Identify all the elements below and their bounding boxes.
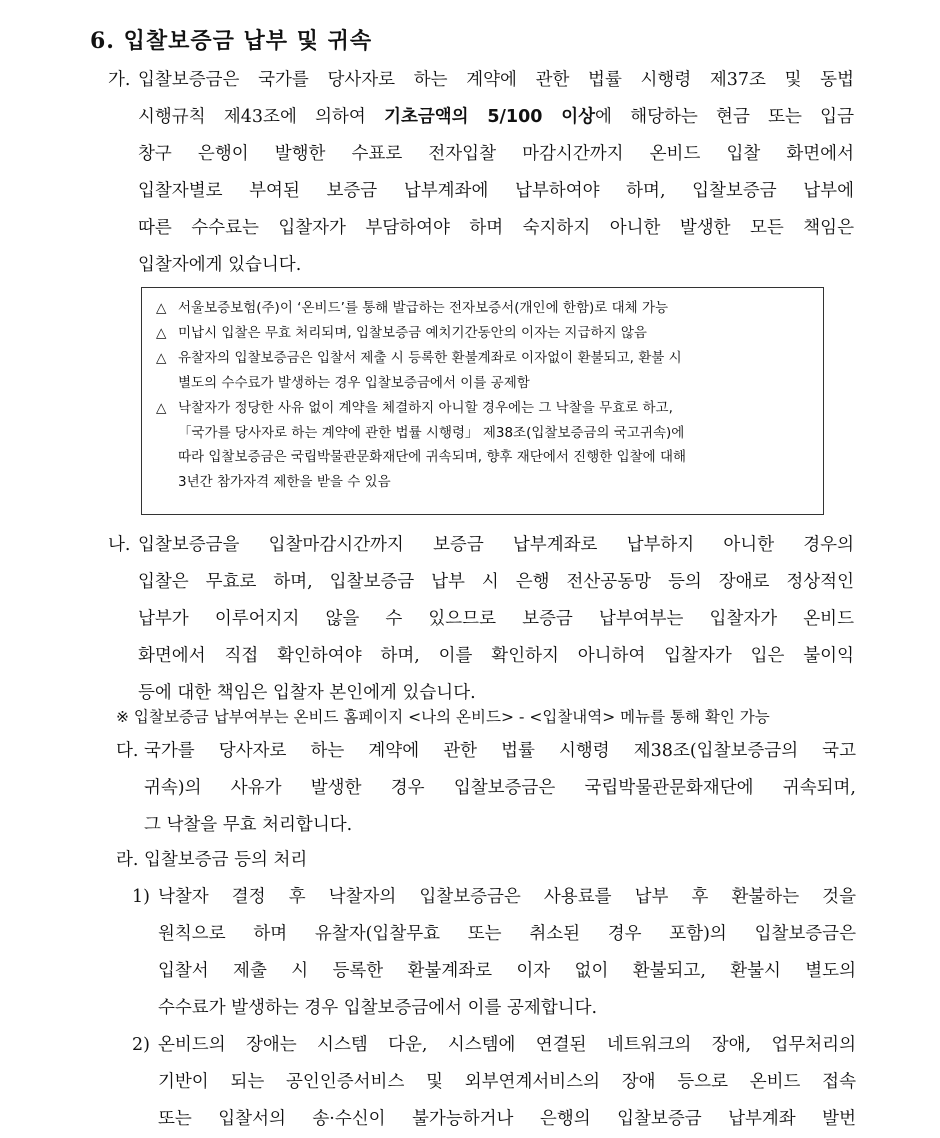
text-line: 원칙으로 하며 유찰자(입찰무효 또는 취소된 경우 포함)의 입찰보증금은 — [158, 924, 856, 944]
text-line: 등에 대한 책임은 입찰자 본인에게 있습니다. — [138, 683, 476, 703]
triangle-bullet-icon: △ — [156, 325, 167, 341]
paragraph-marker: 가. — [108, 70, 131, 90]
section-heading: 6. 입찰보증금 납부 및 귀속 — [90, 28, 373, 54]
paragraph-marker: 나. — [108, 535, 131, 555]
remark-note: ※ 입찰보증금 납부여부는 온비드 홈페이지 <나의 온비드> - <입찰내역> 메뉴를 통해 확인 가능 — [116, 708, 770, 726]
text-line: 수수료가 발생하는 경우 입찰보증금에서 이를 공제합니다. — [158, 998, 598, 1018]
triangle-bullet-icon: △ — [156, 400, 167, 416]
notice-box — [141, 287, 824, 515]
paragraph-ra — [116, 842, 856, 879]
triangle-bullet-icon: △ — [156, 300, 167, 316]
note-item: △ 미납시 입찰은 무효 처리되며, 입찰보증금 예치기간동안의 이자는 지급하지 않음 — [156, 321, 647, 346]
text-line: 입찰은 무효로 하며, 입찰보증금 납부 시 은행 전산공동망 등의 장애로 정상적인 — [138, 572, 854, 592]
note-item: △ 유찰자의 입찰보증금은 입찰서 제출 시 등록한 환불계좌로 이자없이 환불되고, 환불 시 별도의 수수료가 발생하는 경우 입찰보증금에서 이를 공제함 — [156, 346, 682, 395]
list-marker: 1) — [132, 887, 150, 907]
paragraph-da — [116, 733, 856, 844]
note-item: △ 낙찰자가 정당한 사유 없이 계약을 체결하지 아니할 경우에는 그 낙찰을 무효로 하고, 「국가를 당사자로 하는 계약에 관한 법률 시행령」 제38조(입찰보증금의 국고귀속)에 따라 입찰보증금은 국립박물관문화재단에 귀속되며, 향후 재단에서 진행한 입찰에 대해 3년간 참가자격 제한을 받을 수 있음 — [156, 396, 686, 494]
text-line: 국가를 당사자로 하는 계약에 관한 법률 시행령 제38조(입찰보증금의 국고 — [144, 741, 856, 761]
text-line: 그 낙찰을 무효 처리합니다. — [144, 815, 353, 835]
text-line: 귀속)의 사유가 발생한 경우 입찰보증금은 국립박물관문화재단에 귀속되며, — [144, 778, 856, 798]
text-line: 온비드의 장애는 시스템 다운, 시스템에 연결된 네트워크의 장애, 업무처리의 — [158, 1035, 856, 1055]
text-line: 입찰서 제출 시 등록한 환불계좌로 이자 없이 환불되고, 환불시 별도의 — [158, 961, 856, 981]
paragraph-marker: 라. — [116, 850, 139, 870]
text-line: 입찰보증금 등의 처리 — [144, 850, 308, 870]
text-line: 입찰자에게 있습니다. — [138, 255, 302, 275]
text-line: 기반이 되는 공인인증서비스 및 외부연계서비스의 장애 등으로 온비드 접속 — [158, 1072, 856, 1092]
text-line: 입찰자별로 부여된 보증금 납부계좌에 납부하여야 하며, 입찰보증금 납부에 — [138, 181, 854, 201]
paragraph-marker: 다. — [116, 741, 139, 761]
list-marker: 2) — [132, 1035, 150, 1055]
text-line: 화면에서 직접 확인하여야 하며, 이를 확인하지 아니하여 입찰자가 입은 불이익 — [138, 646, 854, 666]
text-line: 시행규칙 제43조에 의하여 기초금액의 5/100 이상에 해당하는 현금 또는 입금 — [138, 107, 854, 127]
paragraph-ga — [108, 62, 854, 284]
text-line: 따른 수수료는 입찰자가 부담하여야 하며 숙지하지 아니한 발생한 모든 책임은 — [138, 218, 854, 238]
text-line: 또는 입찰서의 송·수신이 불가능하거나 은행의 입찰보증금 납부계좌 발번 — [158, 1109, 856, 1129]
text-line: 입찰보증금을 입찰마감시간까지 보증금 납부계좌로 납부하지 아니한 경우의 — [138, 535, 854, 555]
emphasis-text: 기초금액의 5/100 이상 — [384, 107, 596, 127]
text-line: 창구 은행이 발행한 수표로 전자입찰 마감시간까지 온비드 입찰 화면에서 — [138, 144, 854, 164]
list-item-2 — [132, 1027, 856, 1138]
note-item: △ 서울보증보험(주)이 ‘온비드’를 통해 발급하는 전자보증서(개인에 한함)로 대체 가능 — [156, 296, 668, 321]
triangle-bullet-icon: △ — [156, 350, 167, 366]
text-line: 납부가 이루어지지 않을 수 있으므로 보증금 납부여부는 입찰자가 온비드 — [138, 609, 854, 629]
paragraph-na — [108, 527, 854, 712]
text-line: 낙찰자 결정 후 낙찰자의 입찰보증금은 사용료를 납부 후 환불하는 것을 — [158, 887, 856, 907]
text-line: 입찰보증금은 국가를 당사자로 하는 계약에 관한 법률 시행령 제37조 및 동법 — [138, 70, 854, 90]
list-item-1 — [132, 879, 856, 1027]
